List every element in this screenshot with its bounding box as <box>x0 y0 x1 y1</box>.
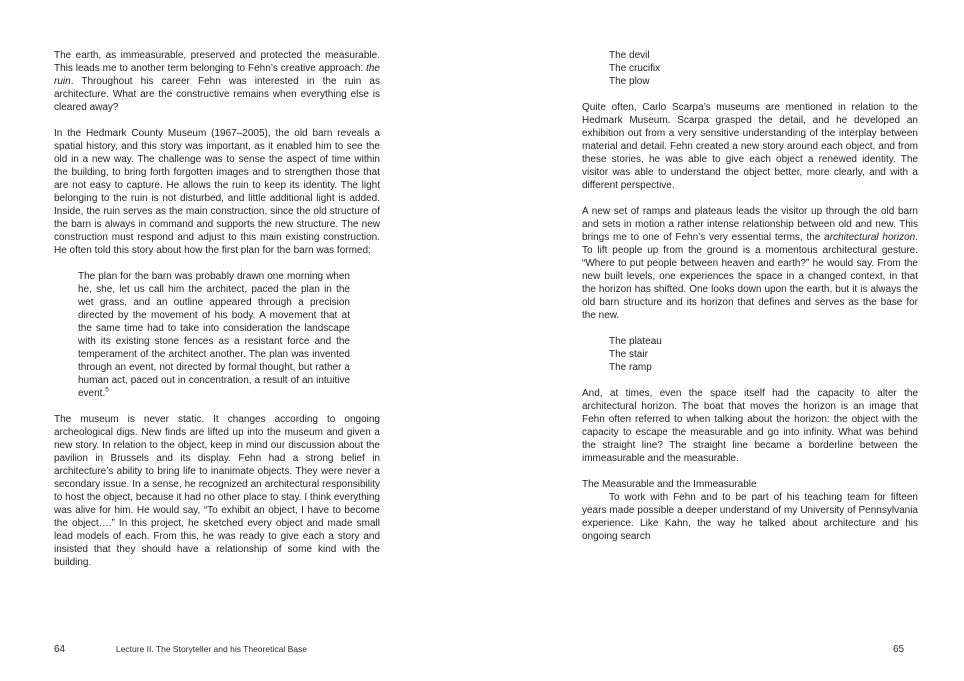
paragraph <box>582 205 918 322</box>
italic-term-architectural-horizon: architectural horizon <box>824 232 916 243</box>
list-item: The stair <box>609 349 648 360</box>
paragraph: The museum is never static. It changes according to ongoing archeological digs. New finds are lifted up into the museum and given a new story. In relation to the object, keep in mind our discussion about the pavilion in Brussels and its display. Fehn had a strong belief in architecture’s ability to bring life to inanimate objects. They were never a secondary issue. In a sense, he recognized an architectural responsibility to host the object, because it had no other place to stay. I think everything was alive for him. He would say, “To exhibit an object, I have to become the object….” In this project, he sketched every object and made small lead models of each. From this, he was ready to give each a story and insisted that they should have a relationship of some kind with the building. <box>54 414 380 568</box>
left-page-text-column <box>54 49 380 569</box>
paragraph <box>54 49 380 114</box>
paragraph: And, at times, even the space itself had the capacity to alter the architectural horizon. The boat that moves the horizon is an image that Fehn often referred to when talking about the horizon: the object with the capacity to escape the measurable and go into infinity. What was behind the straight line? The straight line became a borderline between the immeasurable and the measurable. <box>582 388 918 464</box>
chapter-title-footer: Lecture II. The Storyteller and his Theoretical Base <box>115 644 307 654</box>
paragraph-text: . To lift people up from the ground is a momentous architectural gesture. “Where to put people between heaven and earth?” he would say. From the new built levels, one experiences the space in a changed context, in that the horizon has shifted. One looks down upon the earth, but it is always the old barn structure and its horizon that defines and serves as the base for the new. <box>582 232 918 321</box>
list-item: The plow <box>609 76 650 87</box>
section-heading: The Measurable and the Immeasurable <box>582 479 757 490</box>
paragraph: In the Hedmark County Museum (1967–2005), the old barn reveals a spatial history, and this story was important, as it enabled him to see the old in a new way. The challenge was to sense the aspect of time within the building, to bring forth forgotten images and to strengthen those that are not easy to capture. He allows the ruin to keep its identity. The light belonging to the ruin is not disturbed, and little additional light is added. Inside, the ruin serves as the main construction, since the old structure of the barn is always in command and supports the new structure. The new construction must respond and adjust to this main existing construction. He often told this story about how the first plan for the barn was formed: <box>54 128 380 256</box>
blockquote-text: The plan for the barn was probably drawn one morning when he, she, let us call him the architect, paced the plan in the wet grass, and an outline appeared through a precision directed by the movement of his body. A movement that at the same time had to take into consideration the landscape with its existing stone fences as a resistant force and the temperament of the architect another. The plan was invented through an event, not directed by formal thought, but rather a human act, paced out in concentration, a result of an intuitive event. <box>78 271 350 399</box>
paragraph: To work with Fehn and to be part of his teaching team for fifteen years made possible a deeper understand of my University of Pennsylvania experience. Like Kahn, the way he talked about architecture and his ongoing search <box>582 492 918 542</box>
page-number: 64 <box>54 644 66 655</box>
blockquote <box>78 270 350 400</box>
left-page-footer <box>54 644 554 655</box>
right-page-text-column <box>582 49 918 543</box>
paragraph-text: The earth, as immeasurable, preserved and protected the measurable. This leads me to another term belonging to Fehn’s creative approach: <box>54 50 380 74</box>
list-item: The plateau <box>609 336 662 347</box>
list-item: The devil <box>609 50 650 61</box>
object-list-symbols <box>582 49 918 88</box>
list-item: The crucifix <box>609 63 661 74</box>
paragraph-text: . Throughout his career Fehn was interested in the ruin as architecture. What are the constructive remains when everything else is cleared away? <box>54 76 380 113</box>
object-list-elements <box>582 335 918 374</box>
page-number: 65 <box>893 644 905 655</box>
right-page-footer <box>893 644 904 655</box>
italic-term-ruin: the ruin <box>54 63 380 87</box>
paragraph: Quite often, Carlo Scarpa’s museums are mentioned in relation to the Hedmark Museum. Scarpa grasped the detail, and he developed an exhibition out from a very sensitive understanding of the interplay between material and detail. Fehn created a new story around each object, and from these stories, he was able to give each object a renewed identity. The visitor was able to understand the object better, more clearly, and with a different perspective. <box>582 102 918 191</box>
paragraph-text: A new set of ramps and plateaus leads the visitor up through the old barn and sets in motion a rather intense relationship between old and new. This brings me to one of Fehn’s very essential terms, the <box>582 206 918 243</box>
list-item: The ramp <box>609 362 652 373</box>
footnote-reference: 5 <box>105 386 109 394</box>
